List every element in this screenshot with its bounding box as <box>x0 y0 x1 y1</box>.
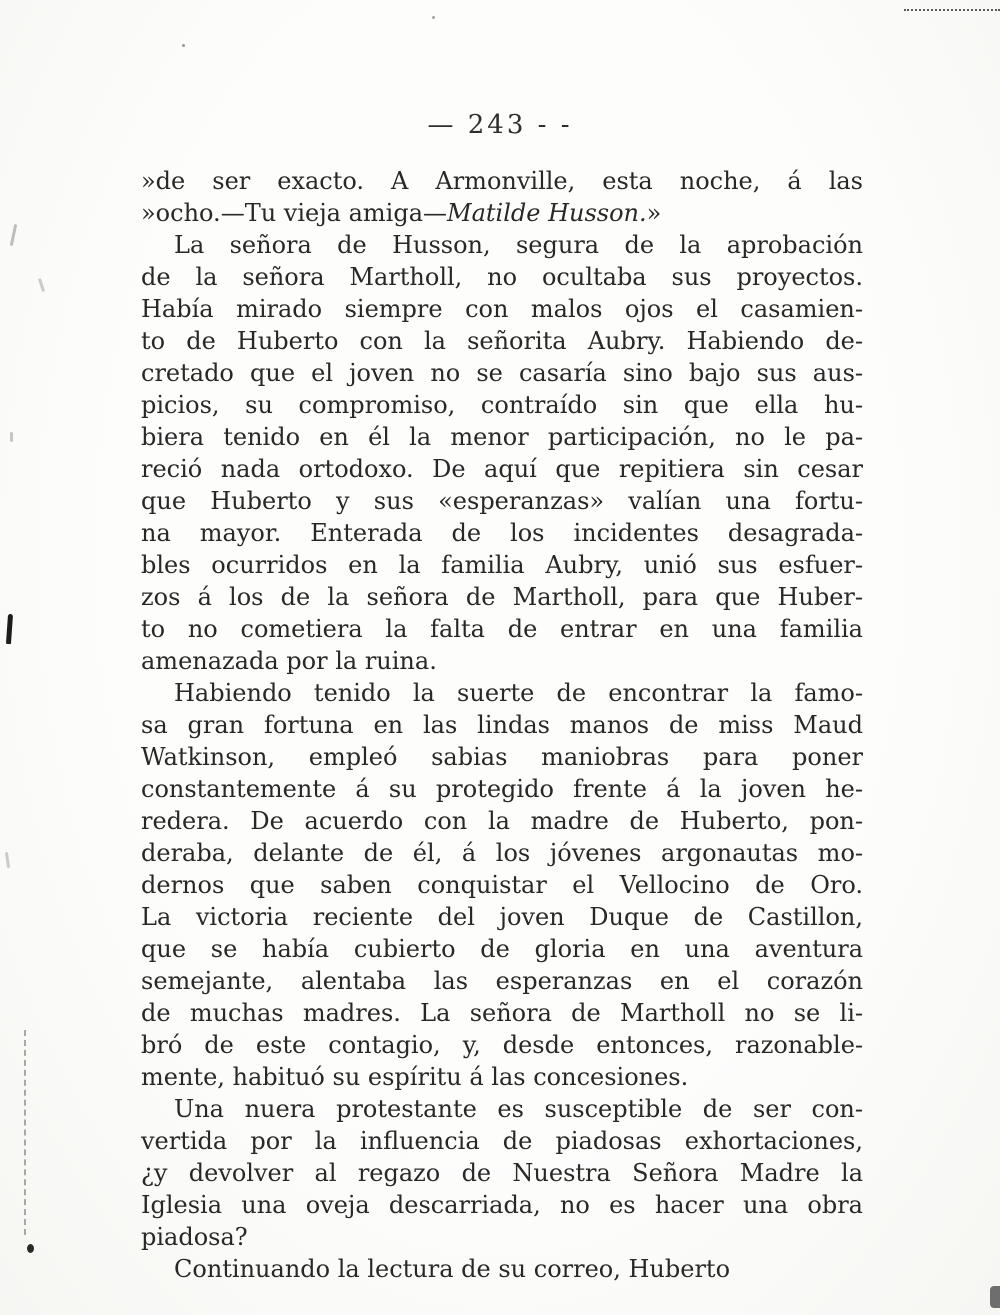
text-line: amenazada por la ruina. <box>141 647 437 675</box>
text-line: vertida por la influencia de piadosas exhortaciones, <box>141 1127 863 1155</box>
text-line: de muchas madres. La señora de Martholl no se li- <box>141 999 863 1027</box>
scan-artifact-speck <box>182 44 185 47</box>
scan-artifact-mark <box>10 224 18 246</box>
text-line: dernos que saben conquistar el Vellocino de Oro. <box>141 871 863 899</box>
text-line: constantemente á su protegido frente á la joven he- <box>141 775 863 803</box>
text-line: semejante, alentaba las esperanzas en el corazón <box>141 967 863 995</box>
text-line: Una nuera protestante es susceptible de ser con- <box>174 1095 863 1123</box>
text-line: »de ser exacto. A Armonville, esta noche, á las <box>141 167 863 195</box>
text-line: que se había cubierto de gloria en una aventura <box>141 935 863 963</box>
text-line: bró de este contagio, y, desde entonces, razonable- <box>141 1031 863 1059</box>
text-line: cretado que el joven no se casaría sino bajo sus aus- <box>141 359 863 387</box>
text-line: sa gran fortuna en las lindas manos de miss Maud <box>141 711 863 739</box>
text-line: zos á los de la señora de Martholl, para que Huber- <box>141 583 863 611</box>
text-line: Iglesia una oveja descarriada, no es hacer una obra <box>141 1191 863 1219</box>
text-line: deraba, delante de él, á los jóvenes argonautas mo- <box>141 839 863 867</box>
text-line: de la señora Martholl, no ocultaba sus proyectos. <box>141 263 863 291</box>
scan-artifact-mark <box>6 614 13 644</box>
text-line: ¿y devolver al regazo de Nuestra Señora Madre la <box>141 1159 863 1187</box>
text-block <box>141 165 863 1285</box>
text-line: Había mirado siempre con malos ojos el casamien- <box>141 295 863 323</box>
text-line: »ocho.—Tu vieja amiga—Matilde Husson.» <box>141 199 662 227</box>
scan-artifact-mark <box>38 278 45 292</box>
text-line: que Huberto y sus «esperanzas» valían una fortu- <box>141 487 863 515</box>
text-line: na mayor. Enterada de los incidentes desagrada- <box>141 519 863 547</box>
text-line: bles ocurridos en la familia Aubry, unió sus esfuer- <box>141 551 863 579</box>
paragraph <box>141 165 863 229</box>
text-line: Continuando la lectura de su correo, Huberto <box>174 1255 731 1283</box>
text-line: reció nada ortodoxo. De aquí que repitiera sin cesar <box>141 455 863 483</box>
text-line: redera. De acuerdo con la madre de Huberto, pon- <box>141 807 863 835</box>
text-line: picios, su compromiso, contraído sin que ella hu- <box>141 391 863 419</box>
scan-artifact-mark <box>10 432 13 442</box>
scan-artifact-spot <box>27 1244 34 1253</box>
text-line: to de Huberto con la señorita Aubry. Habiendo de- <box>141 327 863 355</box>
paragraph <box>141 1093 863 1253</box>
text-line: La señora de Husson, segura de la aprobación <box>174 231 863 259</box>
text-line: piadosa? <box>141 1223 248 1251</box>
scan-artifact-dotted-line <box>904 9 1000 11</box>
paragraph <box>141 677 863 1093</box>
text-line: mente, habituó su espíritu á las concesiones. <box>141 1063 689 1091</box>
paragraph <box>141 229 863 677</box>
text-line: to no cometiera la falta de entrar en una familia <box>141 615 863 643</box>
text-line: Habiendo tenido la suerte de encontrar la famo- <box>174 679 863 707</box>
text-line: Watkinson, empleó sabias maniobras para poner <box>141 743 863 771</box>
scan-artifact-spot <box>990 1286 1000 1308</box>
text-line: biera tenido en él la menor participación, no le pa- <box>141 423 863 451</box>
scan-artifact-dashed-line <box>24 1030 26 1235</box>
scan-artifact-speck <box>432 16 435 19</box>
text-line: La victoria reciente del joven Duque de Castillon, <box>141 903 863 931</box>
scan-artifact-mark <box>5 852 10 868</box>
paragraph <box>141 1253 863 1285</box>
page-number: — 243 - - <box>427 110 573 140</box>
